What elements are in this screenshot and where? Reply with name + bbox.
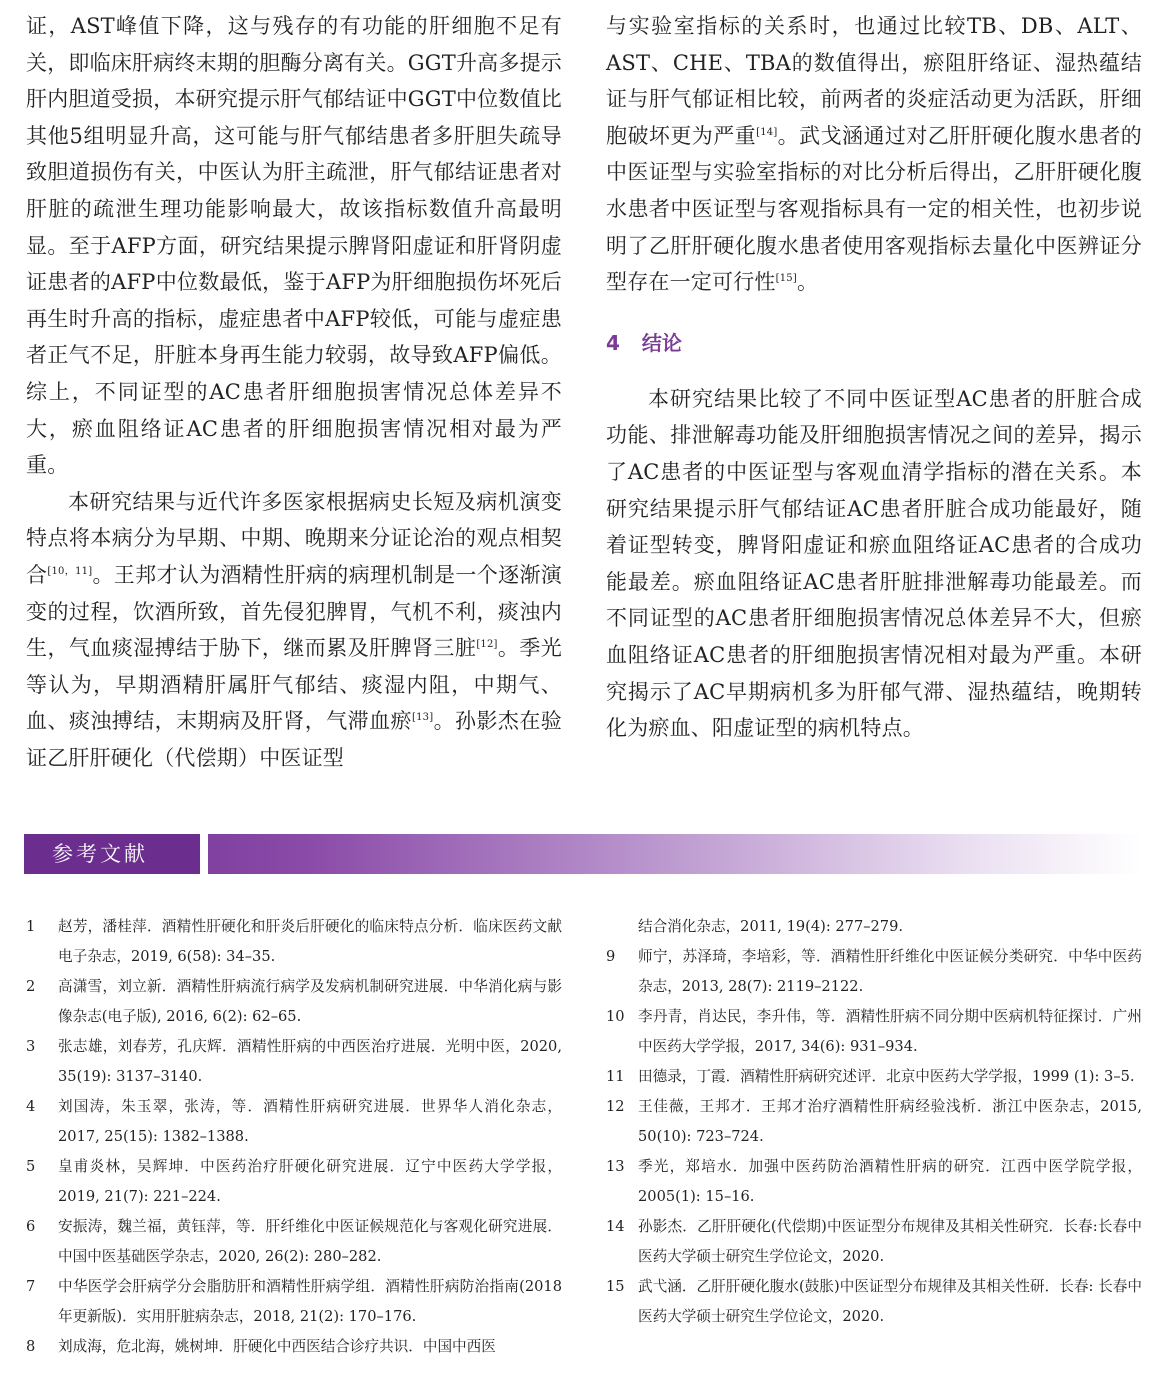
left-p2-text-d: 。孙影杰在验证乙肝肝硬化（代偿期）中医证型	[26, 709, 562, 770]
reference-text: 安振涛，魏兰福，黄钰萍，等．肝纤维化中医证候规范化与客观化研究进展．中国中医基础医学杂志，2020, 26(2): 280–282.	[58, 1218, 562, 1265]
left-p2-text-a: 本研究结果与近代许多医家根据病史长短及病机演变特点将本病分为早期、中期、晚期来分证论治的观点相契合	[26, 489, 562, 587]
reference-text: 师宁，苏泽琦，李培彩，等．酒精性肝纤维化中医证候分类研究．中华中医药杂志，2013, 28(7): 2119–2122.	[638, 948, 1142, 995]
reference-item	[606, 1272, 1142, 1332]
citation: [10，11]	[47, 565, 93, 577]
reference-number: 14	[606, 1218, 625, 1235]
reference-number: 2	[26, 978, 36, 995]
citation: [13]	[412, 712, 434, 724]
right-paragraph-1	[606, 8, 1142, 301]
left-p2-text-b: 。王邦才认为酒精性肝病的病理机制是一个逐渐演变的过程，饮酒所致，首先侵犯脾胃，气机不利，痰浊内生，气血痰湿搏结于胁下，继而累及肝脾肾三脏	[26, 562, 562, 661]
citation: [15]	[775, 273, 797, 285]
citation: [14]	[756, 126, 778, 138]
reference-number: 10	[606, 1008, 625, 1025]
reference-text: 田德录，丁霞．酒精性肝病研究述评．北京中医药大学学报，1999 (1): 3–5.	[638, 1068, 1135, 1085]
references-title: 参考文献	[24, 834, 200, 874]
left-p2-text-c: 。季光等认为，早期酒精肝属肝气郁结、痰湿内阻，中期气、血、痰浊搏结，末期病及肝肾，气滞血瘀	[26, 636, 562, 734]
reference-number: 11	[606, 1068, 625, 1085]
reference-item	[606, 1002, 1142, 1062]
reference-text: 王佳薇，王邦才．王邦才治疗酒精性肝病经验浅析．浙江中医杂志，2015, 50(10): 723–724.	[638, 1098, 1142, 1145]
reference-number: 9	[606, 948, 616, 965]
reference-text: 赵芳，潘桂萍．酒精性肝硬化和肝炎后肝硬化的临床特点分析．临床医药文献电子杂志，2019, 6(58): 34–35.	[58, 918, 562, 965]
reference-item	[26, 1152, 562, 1212]
reference-text: 孙影杰．乙肝肝硬化(代偿期)中医证型分布规律及其相关性研究．长春:长春中医药大学硕士研究生学位论文，2020.	[638, 1218, 1142, 1265]
reference-text: 高潇雪，刘立新．酒精性肝病流行病学及发病机制研究进展．中华消化病与影像杂志(电子版), 2016, 6(2): 62–65.	[58, 978, 562, 1025]
reference-item	[26, 1092, 562, 1152]
reference-item	[26, 1032, 562, 1092]
reference-number: 6	[26, 1218, 36, 1235]
reference-number: 3	[26, 1038, 36, 1055]
reference-continuation: 结合消化杂志，2011, 19(4): 277–279.	[638, 918, 904, 935]
reference-item	[26, 1272, 562, 1332]
reference-text: 武弋涵．乙肝肝硬化腹水(鼓胀)中医证型分布规律及其相关性研．长春: 长春中医药大学硕士研究生学位论文，2020.	[638, 1278, 1142, 1325]
left-paragraph-2	[26, 484, 562, 777]
right-p1-text-a: 与实验室指标的关系时，也通过比较TB、DB、ALT、AST、CHE、TBA的数值得出，瘀阻肝络证、湿热蕴结证与肝气郁证相比较，前两者的炎症活动更为活跃，肝细胞破坏更为严重	[606, 14, 1142, 148]
reference-text: 张志雄，刘春芳，孔庆辉．酒精性肝病的中西医治疗进展．光明中医，2020, 35(19): 3137–3140.	[58, 1038, 562, 1085]
left-paragraph-1: 证，AST峰值下降，这与残存的有功能的肝细胞不足有关，即临床肝病终末期的胆酶分离有关。GGT升高多提示肝内胆道受损，本研究提示肝气郁结证中GGT中位数值比其他5组明显升高，这可能与肝气郁结患者多肝胆失疏导致胆道损伤有关，中医认为肝主疏泄，肝气郁结证患者对肝脏的疏泄生理功能影响最大，故该指标数值升高最明显。至于AFP方面，研究结果提示脾肾阳虚证和肝肾阴虚证患者的AFP中位数最低，鉴于AFP为肝细胞损伤坏死后再生时升高的指标，虚症患者中AFP较低，可能与虚症患者正气不足，肝脏本身再生能力较弱，故导致AFP偏低。综上，不同证型的AC患者肝细胞损害情况总体差异不大，瘀血阻络证AC患者的肝细胞损害情况相对最为严重。	[26, 14, 562, 478]
section-title: 结论	[641, 330, 682, 355]
reference-item	[26, 1212, 562, 1272]
reference-number: 12	[606, 1098, 625, 1115]
reference-item	[26, 912, 562, 972]
left-column	[26, 8, 562, 776]
citation: [12]	[476, 639, 498, 651]
reference-text: 季光，郑培水．加强中医药防治酒精性肝病的研究．江西中医学院学报，2005(1): 15–16.	[638, 1158, 1142, 1205]
reference-item	[606, 1062, 1142, 1092]
conclusion-paragraph: 本研究结果比较了不同中医证型AC患者的肝脏合成功能、排泄解毒功能及肝细胞损害情况之间的差异，揭示了AC患者的中医证型与客观血清学指标的潜在关系。本研究结果提示肝气郁结证AC患者肝脏合成功能最好，随着证型转变，脾肾阳虚证和瘀血阻络证AC患者的合成功能最差。瘀血阻络证AC患者肝脏排泄解毒功能最差。而不同证型的AC患者肝细胞损害情况总体差异不大，但瘀血阻络证AC患者的肝细胞损害情况相对最为严重。本研究揭示了AC早期病机多为肝郁气滞、湿热蕴结，晚期转化为瘀血、阳虚证型的病机特点。	[606, 386, 1142, 741]
reference-number: 13	[606, 1158, 625, 1175]
reference-number: 7	[26, 1278, 36, 1295]
references-banner	[24, 834, 1142, 874]
right-p1-text-c: 。	[796, 270, 819, 295]
reference-item	[26, 972, 562, 1032]
reference-text: 皇甫炎林，吴辉坤．中医药治疗肝硬化研究进展．辽宁中医药大学学报，2019, 21(7): 221–224.	[58, 1158, 562, 1205]
reference-number: 1	[26, 918, 36, 935]
reference-text: 李丹青，肖达民，李升伟，等．酒精性肝病不同分期中医病机特征探讨．广州中医药大学学报，2017, 34(6): 931–934.	[638, 1008, 1142, 1055]
reference-number: 15	[606, 1278, 625, 1295]
references-left-list	[26, 912, 562, 1362]
reference-text: 中华医学会肝病学分会脂肪肝和酒精性肝病学组．酒精性肝病防治指南(2018年更新版)．实用肝脏病杂志，2018, 21(2): 170–176.	[58, 1278, 562, 1325]
reference-item	[606, 1152, 1142, 1212]
reference-number: 8	[26, 1338, 36, 1355]
section-number: 4	[606, 330, 620, 355]
reference-item	[26, 1332, 562, 1362]
reference-item	[606, 1092, 1142, 1152]
references-right-list	[606, 912, 1142, 1332]
reference-number: 4	[26, 1098, 36, 1115]
reference-item	[606, 1212, 1142, 1272]
right-p1-text-b: 。武戈涵通过对乙肝肝硬化腹水患者的中医证型与实验室指标的对比分析后得出，乙肝肝硬化腹水患者中医证型与客观指标具有一定的相关性，也初步说明了乙肝肝硬化腹水患者使用客观指标去量化中医辨证分型存在一定可行性	[606, 123, 1142, 295]
section-heading-conclusion	[606, 329, 1142, 357]
reference-number: 5	[26, 1158, 36, 1175]
reference-text: 刘国涛，朱玉翠，张涛，等．酒精性肝病研究进展．世界华人消化杂志，2017, 25(15): 1382–1388.	[58, 1098, 562, 1145]
right-column	[606, 8, 1142, 747]
reference-text: 刘成海，危北海，姚树坤．肝硬化中西医结合诊疗共识．中国中西医	[58, 1338, 496, 1355]
reference-item	[606, 942, 1142, 1002]
banner-divider	[200, 834, 208, 874]
